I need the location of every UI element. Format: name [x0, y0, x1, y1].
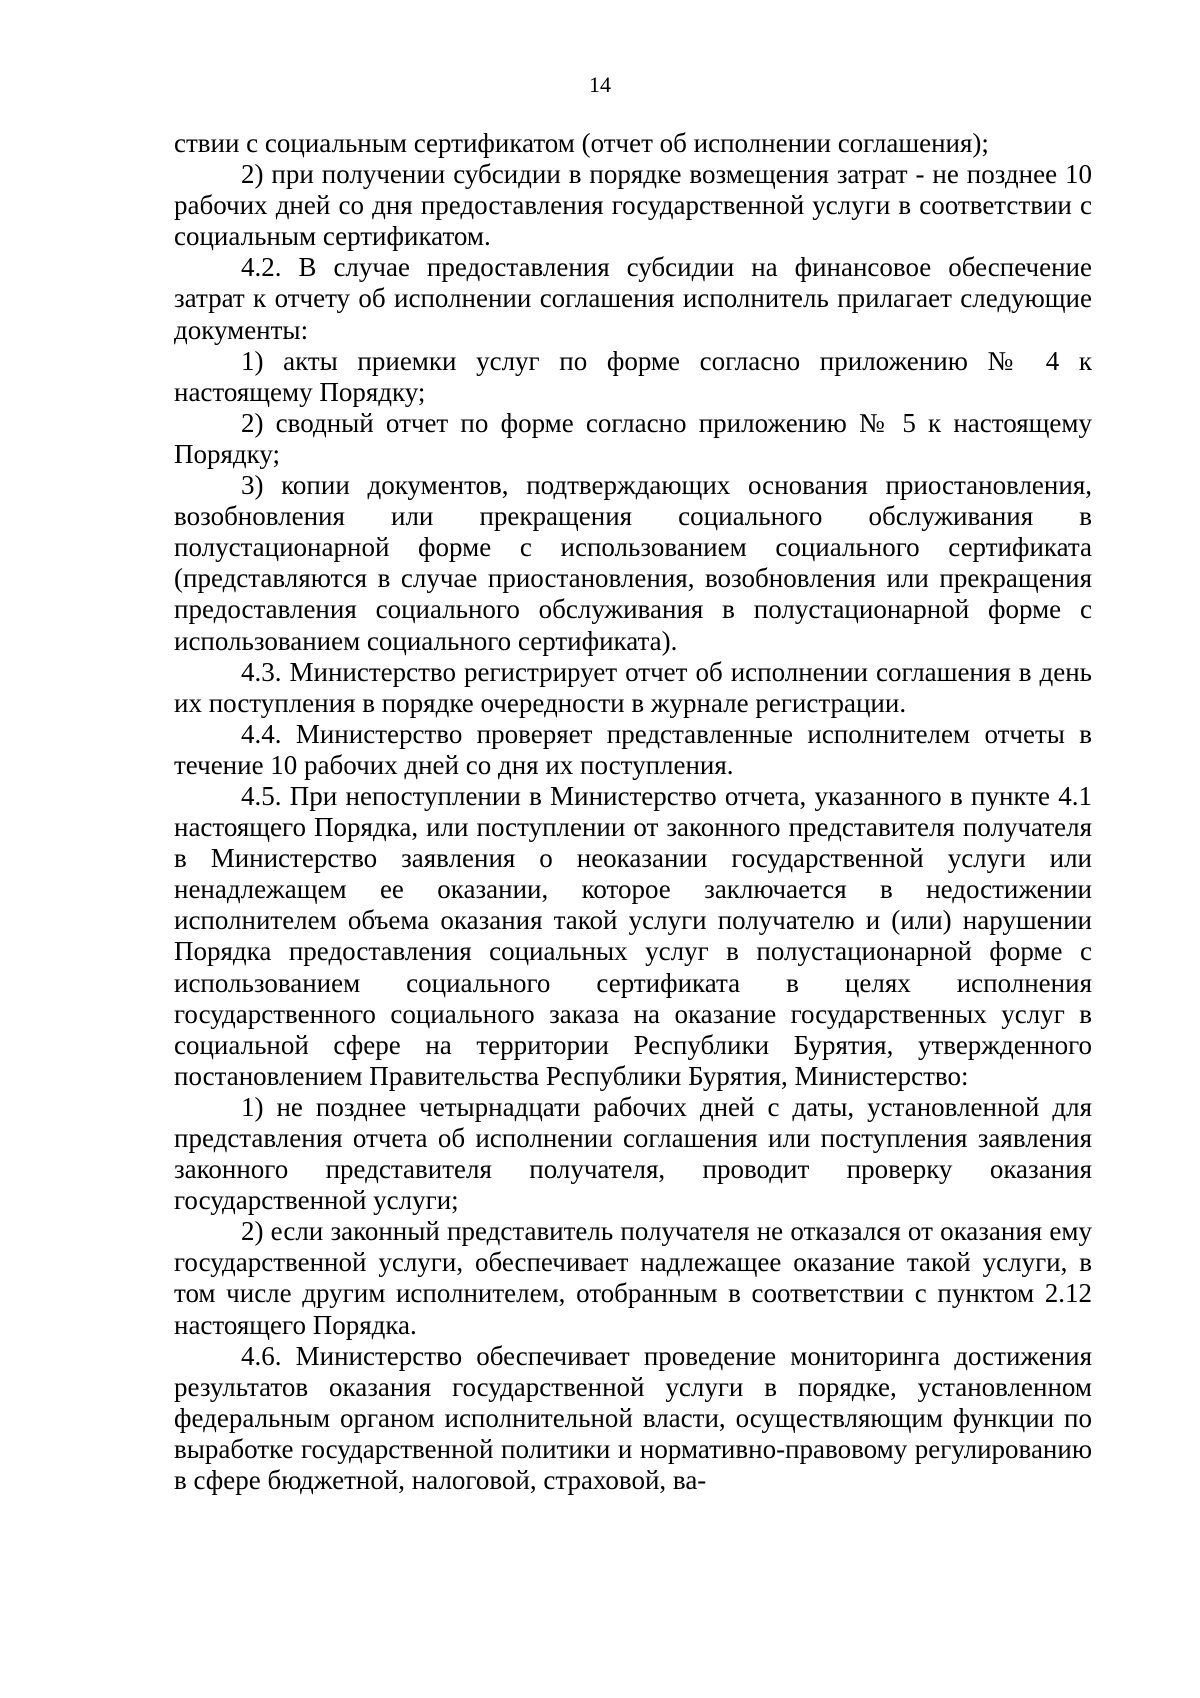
paragraph-4-5-item-2: 2) если законный представитель получателя не отказался от оказания ему государственной услуги, обеспечивает надлежащее оказание такой услуги, в том числе другим исполнителем, отобранным в соответствии с пунктом 2.12 настоящего Порядка. [174, 1216, 1092, 1340]
paragraph-4-6: 4.6. Министерство обеспечивает проведение мониторинга достижения результатов оказания государственной услуги в порядке, установленном федеральным органом исполнительной власти, осуществляющим функции по выработке государственной политики и нормативно-правовому регулированию в сфере бюджетной, налоговой, страховой, ва- [174, 1340, 1092, 1496]
document-body [174, 128, 1092, 1496]
paragraph-4-2: 4.2. В случае предоставления субсидии на финансовое обеспечение затрат к отчету об исполнении соглашения исполнитель прилагает следующие документы: [174, 252, 1092, 345]
paragraph-4-2-item-3: 3) копии документов, подтверждающих основания приостановления, возобновления или прекращения социального обслуживания в полустационарной форме с использованием социального сертификата (представляются в случае приостановления, возобновления или прекращения предоставления социального обслуживания в полустационарной форме с использованием социального сертификата). [174, 470, 1092, 656]
paragraph-4-2-item-2: 2) сводный отчет по форме согласно приложению № 5 к настоящему Порядку; [174, 407, 1092, 469]
paragraph-continuation: ствии с социальным сертификатом (отчет об исполнении соглашения); [174, 128, 989, 158]
paragraph-4-4: 4.4. Министерство проверяет представленные исполнителем отчеты в течение 10 рабочих дней со дня их поступления. [174, 718, 1092, 780]
paragraph-4-2-item-1: 1) акты приемки услуг по форме согласно приложению № 4 к настоящему Порядку; [174, 345, 1092, 407]
paragraph-4-5-item-1: 1) не позднее четырнадцати рабочих дней с даты, установленной для представления отчета об исполнении соглашения или поступления заявления законного представителя получателя, проводит проверку оказания государственной услуги; [174, 1091, 1092, 1216]
paragraph-4-3: 4.3. Министерство регистрирует отчет об исполнении соглашения в день их поступления в порядке очередности в журнале регистрации. [174, 656, 1092, 718]
paragraph-item-2-reimbursement: 2) при получении субсидии в порядке возмещения затрат - не позднее 10 рабочих дней со дня предоставления государственной услуги в соответствии с социальным сертификатом. [174, 159, 1092, 252]
page-number: 14 [589, 72, 611, 97]
paragraph-4-5: 4.5. При непоступлении в Министерство отчета, указанного в пункте 4.1 настоящего Порядка, или поступлении от законного представителя получателя в Министерство заявления о неоказании государственной услуги или ненадлежащем ее оказании, которое заключается в недостижении исполнителем объема оказания такой услуги получателю и (или) нарушении Порядка предоставления социальных услуг в полустационарной форме с использованием социального сертификата в целях исполнения государственного социального заказа на оказание государственных услуг в социальной сфере на территории Республики Бурятия, утвержденного постановлением Правительства Республики Бурятия, Министерство: [174, 780, 1092, 1091]
